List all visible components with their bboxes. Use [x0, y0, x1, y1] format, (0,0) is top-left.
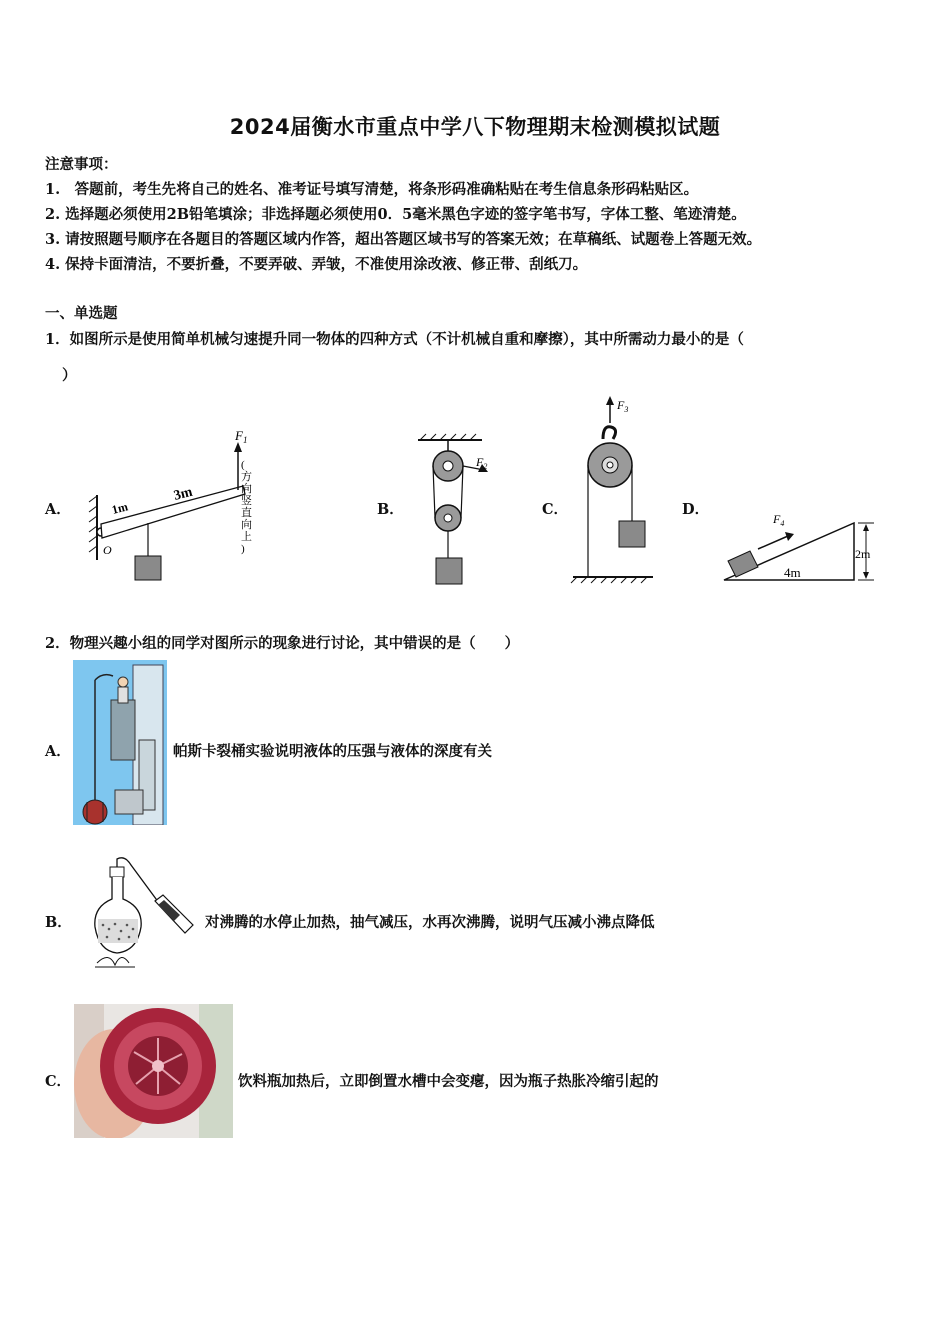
q2-option-c-label: C． [45, 1073, 72, 1090]
q1-option-c-label: C． [542, 501, 569, 518]
svg-text:(: ( [241, 459, 245, 471]
boiling-flask-image [85, 855, 200, 975]
lever-direction-note [241, 459, 252, 555]
incline-height-label: 2m [855, 547, 871, 561]
page-title: 2024届衡水市重点中学八下物理期末检测模拟试题 [229, 115, 721, 139]
bottle-photo-image [74, 1004, 233, 1138]
q1-option-d-label: D． [682, 501, 710, 518]
svg-text:上: 上 [241, 531, 252, 543]
lever-length-2: 3m [172, 484, 195, 504]
figure-incline [718, 505, 888, 590]
incline-force-label: $F_4$ [773, 512, 785, 528]
svg-text:竖: 竖 [241, 495, 252, 507]
q1-stem-end: ） [62, 367, 77, 384]
figure-lever [85, 420, 285, 590]
svg-text:向: 向 [241, 483, 252, 495]
q2-option-c-text: 饮料瓶加热后，立即倒置水槽中会变瘪，因为瓶子热胀冷缩引起的 [238, 1073, 659, 1090]
svg-text:直: 直 [241, 507, 252, 519]
figure-fixed-pulley [565, 395, 665, 590]
q2-option-b-label: B． [45, 914, 72, 931]
q2-stem: 2．物理兴趣小组的同学对图所示的现象进行讨论，其中错误的是（ ） [45, 635, 520, 652]
figure-pulley-block [410, 430, 505, 590]
svg-text:方: 方 [241, 471, 252, 483]
q2-option-b-text: 对沸腾的水停止加热，抽气减压，水再次沸腾，说明气压减小沸点降低 [205, 914, 655, 931]
notice-item-3: 3. 请按照题号顺序在各题目的答题区域内作答，超出答题区域书写的答案无效；在草稿纸、试题卷上答题无效。 [45, 231, 762, 248]
lever-force-label: $F_1$ [235, 428, 248, 445]
q1-option-a-label: A． [45, 501, 71, 518]
section-heading: 一、单选题 [45, 305, 118, 322]
notice-item-2: 2. 选择题必须使用2B铅笔填涂；非选择题必须使用0．5毫米黑色字迹的签字笔书写，字体工整、笔迹清楚。 [45, 206, 746, 223]
q1-option-b-label: B． [377, 501, 404, 518]
svg-text:): ) [241, 543, 245, 555]
svg-text:向: 向 [241, 519, 252, 531]
fixed-pulley-force-label: $F_3$ [617, 398, 629, 414]
notice-item-1: 1. 答题前，考生先将自己的姓名、准考证号填写清楚，将条形码准确粘贴在考生信息条形码粘贴区。 [45, 181, 699, 198]
incline-length-label: 4m [784, 565, 801, 580]
q2-option-a-label: A． [45, 743, 71, 760]
notice-heading: 注意事项： [45, 156, 118, 173]
pulley-block-force-label: $F_2$ [476, 455, 488, 471]
q1-stem: 1．如图所示是使用简单机械匀速提升同一物体的四种方式（不计机械自重和摩擦），其中所需动力最小的是（ [45, 331, 744, 348]
lever-length-1: 1m [110, 499, 130, 517]
lever-pivot-label: O [103, 543, 112, 557]
pascal-barrel-image [73, 660, 167, 825]
notice-item-4: 4. 保持卡面清洁，不要折叠，不要弄破、弄皱，不准使用涂改液、修正带、刮纸刀。 [45, 256, 588, 273]
q2-option-a-text: 帕斯卡裂桶实验说明液体的压强与液体的深度有关 [173, 743, 492, 760]
